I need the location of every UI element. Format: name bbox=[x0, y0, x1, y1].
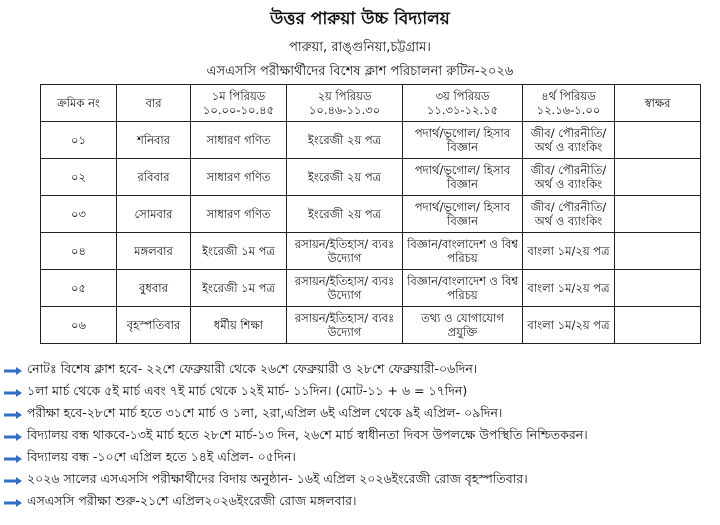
note-item bbox=[4, 404, 716, 426]
table-row bbox=[41, 196, 701, 233]
arrow-right-icon bbox=[4, 499, 22, 507]
routine-table bbox=[40, 84, 701, 344]
cell-period-2: ইংরেজী ২য় পত্র bbox=[287, 159, 403, 196]
cell-day: সোমবার bbox=[117, 196, 191, 233]
note-text: ২০২৬ সালের এসএসসি পরীক্ষার্থীদের বিদায় অনুষ্ঠান- ১৬ই এপ্রিল ২০২৬ইংরেজী রোজ বৃহস্পতিবার। bbox=[27, 471, 528, 486]
cell-period-2: রসায়ন/ইতিহাস/ ব্যবঃ উদ্যোগ bbox=[287, 307, 403, 344]
cell-day: বুধবার bbox=[117, 270, 191, 307]
cell-period-1: ইংরেজী ১ম পত্র bbox=[191, 233, 287, 270]
table-header-row bbox=[41, 85, 701, 122]
col-period-4: ৪র্থ পিরিয়ড ১২.১৬-১.০০ bbox=[523, 85, 615, 122]
cell-period-2: রসায়ন/ইতিহাস/ ব্যবঃ উদ্যোগ bbox=[287, 233, 403, 270]
note-text: বিদ্যালয় বন্ধ -১০শে এপ্রিল হতে ১৪ই এপ্রিল- ০৫দিন। bbox=[27, 449, 296, 464]
table-row bbox=[41, 159, 701, 196]
cell-period-3: পদার্থ/ভূগোল/ হিসাব বিজ্ঞান bbox=[403, 159, 523, 196]
cell-period-3: বিজ্ঞান/বাংলাদেশ ও বিশ্ব পরিচয় bbox=[403, 270, 523, 307]
cell-signature bbox=[615, 233, 701, 270]
cell-signature bbox=[615, 122, 701, 159]
cell-signature bbox=[615, 196, 701, 233]
cell-serial: ০৬ bbox=[41, 307, 117, 344]
arrow-right-icon bbox=[4, 411, 22, 419]
school-name: উত্তর পারুয়া উচ্চ বিদ্যালয় bbox=[270, 9, 450, 29]
note-text: পরীক্ষা হবে-২৮শে মার্চ হতে ৩১শে মার্চ ও ১লা, ২রা,এপ্রিল ৬ই এপ্রিল থেকে ৯ই এপ্রিল- ০৯দিন। bbox=[27, 405, 503, 420]
col-period-3: ৩য় পিরিয়ড ১১.৩১-১২.১৫ bbox=[403, 85, 523, 122]
cell-serial: ০২ bbox=[41, 159, 117, 196]
col-period-1: ১ম পিরিয়ড ১০.০০-১০.৪৫ bbox=[191, 85, 287, 122]
cell-period-2: ইংরেজী ২য় পত্র bbox=[287, 122, 403, 159]
cell-signature bbox=[615, 307, 701, 344]
note-item bbox=[4, 470, 716, 492]
col-day: বার bbox=[117, 85, 191, 122]
note-text: বিদ্যালয় বন্ধ থাকবে-১৩ই মার্চ হতে ২৮শে মার্চ-১৩ দিন, ২৬শে মার্চ স্বাধীনতা দিবস উপলক্ষে উপস্থিতি নিশ্চিতকরন। bbox=[27, 427, 588, 442]
note-item bbox=[4, 382, 716, 404]
cell-period-4: বাংলা ১ম/২য় পত্র bbox=[523, 233, 615, 270]
arrow-right-icon bbox=[4, 367, 22, 375]
cell-serial: ০১ bbox=[41, 122, 117, 159]
note-text: এসএসসি পরীক্ষা শুরু-২১শে এপ্রিল২০২৬ইংরেজী রোজ মঙ্গলবার। bbox=[27, 493, 357, 508]
cell-period-3: তথ্য ও যোগাযোগ প্রযুক্তি bbox=[403, 307, 523, 344]
arrow-right-icon bbox=[4, 455, 22, 463]
cell-period-4: জীব/ পৌরনীতি/ অর্থ ও ব্যাংকিং bbox=[523, 159, 615, 196]
col-serial: ক্রমিক নং bbox=[41, 85, 117, 122]
table-row bbox=[41, 307, 701, 344]
cell-day: শনিবার bbox=[117, 122, 191, 159]
cell-period-2: রসায়ন/ইতিহাস/ ব্যবঃ উদ্যোগ bbox=[287, 270, 403, 307]
cell-signature bbox=[615, 159, 701, 196]
arrow-right-icon bbox=[4, 389, 22, 397]
cell-period-3: পদার্থ/ভূগোল/ হিসাব বিজ্ঞান bbox=[403, 122, 523, 159]
arrow-right-icon bbox=[4, 433, 22, 441]
cell-period-2: ইংরেজী ২য় পত্র bbox=[287, 196, 403, 233]
cell-period-4: জীব/ পৌরনীতি/ অর্থ ও ব্যাংকিং bbox=[523, 122, 615, 159]
cell-signature bbox=[615, 270, 701, 307]
note-item bbox=[4, 426, 716, 448]
cell-period-3: পদার্থ/ভূগোল/ হিসাব বিজ্ঞান bbox=[403, 196, 523, 233]
cell-period-1: সাধারণ গণিত bbox=[191, 122, 287, 159]
routine-title: এসএসসি পরীক্ষার্থীদের বিশেষ ক্লাশ পরিচালনা রুটিন-২০২৬ bbox=[206, 64, 514, 79]
note-item bbox=[4, 448, 716, 470]
cell-serial: ০৪ bbox=[41, 233, 117, 270]
note-text: নোটঃ বিশেষ ক্লাশ হবে- ২২শে ফেব্রুয়ারী থেকে ২৬শে ফেব্রুয়ারী ও ২৮শে ফেব্রুয়ারী-০৬দিন। bbox=[27, 361, 478, 376]
cell-period-4: বাংলা ১ম/২য় পত্র bbox=[523, 270, 615, 307]
note-item bbox=[4, 360, 716, 382]
cell-day: মঙ্গলবার bbox=[117, 233, 191, 270]
col-signature: স্বাক্ষর bbox=[615, 85, 701, 122]
note-item bbox=[4, 492, 716, 514]
cell-day: বৃহস্পতিবার bbox=[117, 307, 191, 344]
note-text: ১লা মার্চ থেকে ৫ই মার্চ এবং ৭ই মার্চ থেকে ১২ই মার্চ- ১১দিন। (মোট-১১ + ৬ = ১৭দিন) bbox=[27, 383, 468, 398]
cell-period-1: সাধারণ গণিত bbox=[191, 196, 287, 233]
cell-period-1: ধর্মীয় শিক্ষা bbox=[191, 307, 287, 344]
cell-day: রবিবার bbox=[117, 159, 191, 196]
table-row bbox=[41, 122, 701, 159]
cell-period-1: ইংরেজী ১ম পত্র bbox=[191, 270, 287, 307]
cell-period-3: বিজ্ঞান/বাংলাদেশ ও বিশ্ব পরিচয় bbox=[403, 233, 523, 270]
cell-period-4: জীব/ পৌরনীতি/ অর্থ ও ব্যাংকিং bbox=[523, 196, 615, 233]
notes-list bbox=[4, 360, 716, 514]
table-row bbox=[41, 270, 701, 307]
cell-serial: ০৩ bbox=[41, 196, 117, 233]
cell-period-4: বাংলা ১ম/২য় পত্র bbox=[523, 307, 615, 344]
arrow-right-icon bbox=[4, 477, 22, 485]
cell-period-1: সাধারণ গণিত bbox=[191, 159, 287, 196]
school-address: পারুয়া, রাঙ্গুনিয়া,চট্টগ্রাম। bbox=[289, 40, 431, 55]
table-row bbox=[41, 233, 701, 270]
cell-serial: ০৫ bbox=[41, 270, 117, 307]
col-period-2: ২য় পিরিয়ড ১০.৪৬-১১.৩০ bbox=[287, 85, 403, 122]
